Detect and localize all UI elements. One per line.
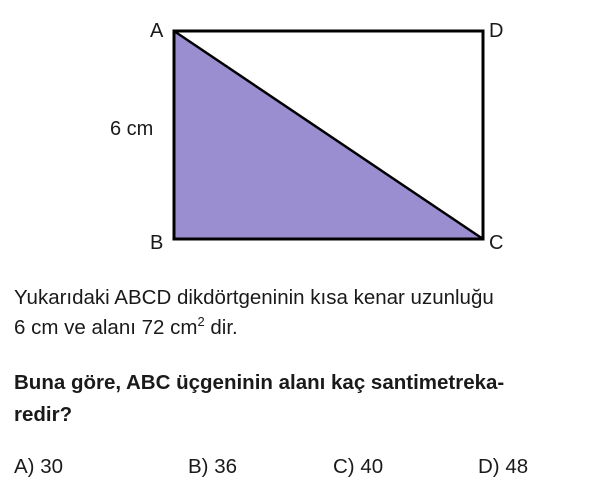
prompt-line-1: Buna göre, ABC üçgeninin alanı kaç santimetreka- [14,371,505,394]
question-text [14,283,604,343]
question-line-2: 6 cm ve alanı 72 cm [14,316,198,339]
vertex-a-label: A [150,20,164,42]
area-unit-exponent: 2 [197,314,205,329]
choice-d[interactable]: D) 48 [478,455,529,478]
choice-a[interactable]: A) 30 [14,455,63,478]
side-ab-length-label: 6 cm [110,118,154,140]
choice-b[interactable]: B) 36 [188,455,237,478]
question-line-2-end: dir. [204,316,238,339]
prompt-line-2: redir? [14,403,73,426]
question-line-1: Yukarıdaki ABCD dikdörtgeninin kısa kenar uzunluğu [14,286,494,309]
choice-c[interactable]: C) 40 [333,455,384,478]
vertex-c-label: C [489,232,504,254]
vertex-d-label: D [489,20,504,42]
vertex-b-label: B [150,232,164,254]
question-prompt [14,367,609,431]
